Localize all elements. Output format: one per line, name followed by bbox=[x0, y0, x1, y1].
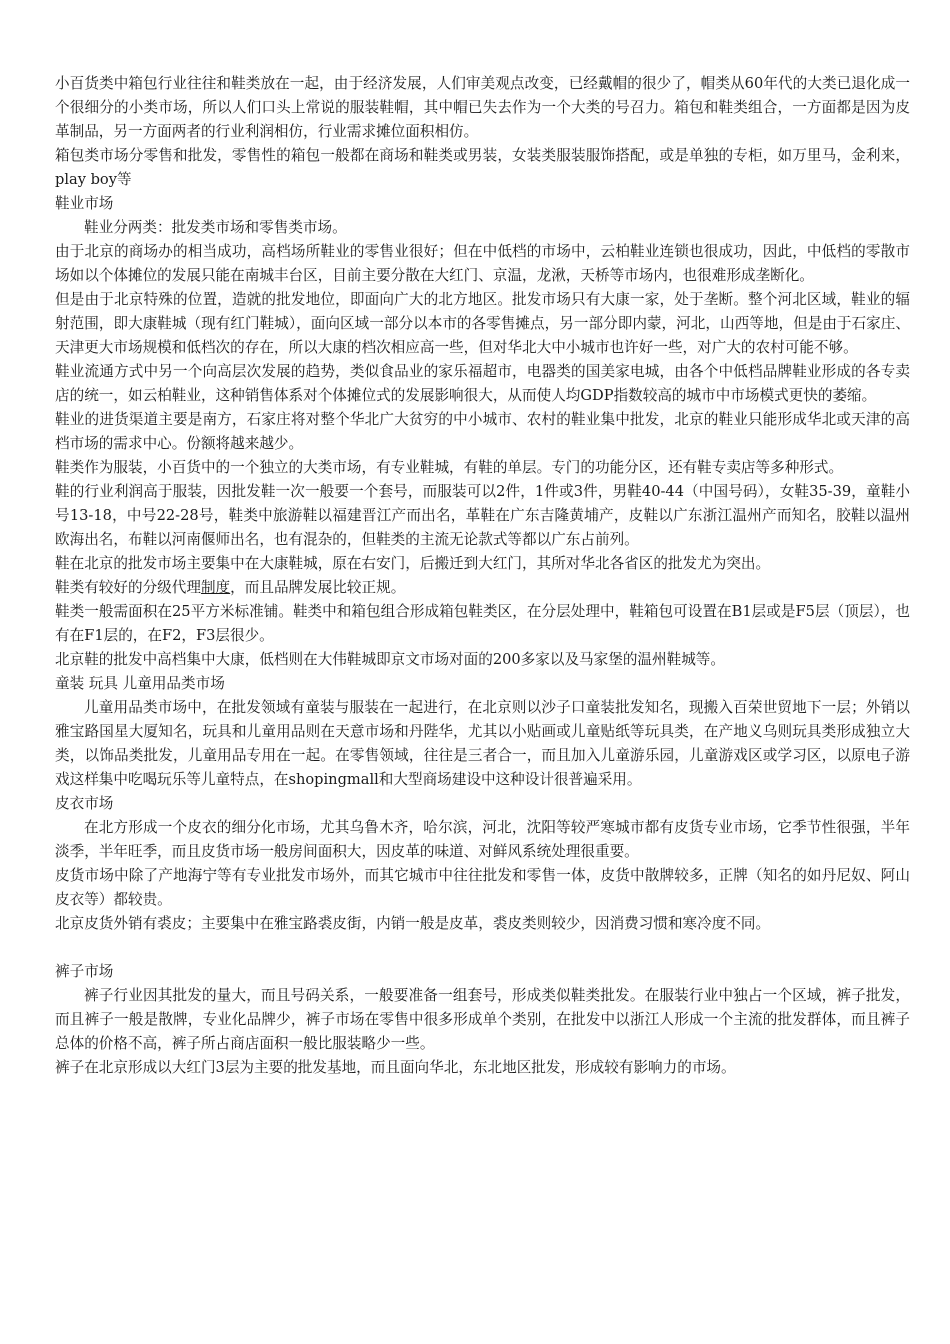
paragraph-shoe-trend: 鞋业流通方式中另一个向高层次发展的趋势，类似食品业的家乐福超市，电器类的国美家电城，由各个中低档品牌鞋业形成的各专卖店的统一，如云柏鞋业，这种销售体系对个体摊位式的发展影响很大，从而使人均GDP指数较高的城市中市场模式更快的萎缩。 bbox=[55, 363, 910, 404]
paragraph-shoe-category: 鞋类作为服装，小百货中的一个独立的大类市场，有专业鞋城，有鞋的单层。专门的功能分区，还有鞋专卖店等多种形式。 bbox=[55, 459, 844, 476]
paragraph-shoe-retail: 由于北京的商场办的相当成功，高档场所鞋业的零售业很好；但在中低档的市场中，云柏鞋业连锁也很成功，因此，中低档的零散市场如以个体摊位的发展只能在南城丰台区，目前主要分散在大红门、京温，龙湫，天桥等市场内，也很难形成垄断化。 bbox=[55, 243, 910, 284]
paragraph-leather-wholesale: 皮货市场中除了产地海宁等有专业批发市场外，而其它城市中往往批发和零售一体，皮货中散牌较多，正牌（知名的如丹尼奴、阿山皮衣等）都较贵。 bbox=[55, 867, 910, 908]
heading-leather-market: 皮衣市场 bbox=[55, 795, 114, 812]
heading-kids-market: 童装 玩具 儿童用品类市场 bbox=[55, 675, 225, 692]
blank-line bbox=[55, 936, 910, 960]
paragraph-leather-beijing: 北京皮货外销有裘皮；主要集中在雅宝路裘皮街，内销一般是皮革，裘皮类则较少，因消费习惯和寒冷度不同。 bbox=[55, 915, 771, 932]
heading-shoe-market: 鞋业市场 bbox=[55, 195, 114, 212]
agency-underlined-word: 制度 bbox=[200, 579, 231, 596]
paragraph-shoe-profit: 鞋的行业利润高于服装，因批发鞋一次一般要一个套号，而服装可以2件，1件或3件，男鞋40-44（中国号码），女鞋35-39，童鞋小号13-18，中号22-28号，鞋类中旅游鞋以福建晋江产而出名，革鞋在广东吉隆黄埔产，皮鞋以广东浙江温州产而知名，胶鞋以温州欧海出名，布鞋以河南偃师出名，也有混杂的，但鞋类的主流无论款式等都以广东占前列。 bbox=[55, 483, 910, 548]
paragraph-kids-market: 儿童用品类市场中，在批发领域有童装与服装在一起进行，在北京则以沙子口童装批发知名，现搬入百荣世贸地下一层；外销以雅宝路国星大厦知名，玩具和儿童用品则在天意市场和丹陛华，尤其以小贴画或儿童贴纸等玩具类，在产地义乌则玩具类形成独立大类，以饰品类批发，儿童用品专用在一起。在零售领域，往往是三者合一，而且加入儿童游乐园，儿童游戏区或学习区，以原电子游戏这样集中吃喝玩乐等儿童特点，在shopingmall和大型商场建设中这种设计很普遍采用。 bbox=[55, 699, 910, 788]
paragraph-shoe-area: 鞋类一般需面积在25平方米标准铺。鞋类中和箱包组合形成箱包鞋类区，在分层处理中，鞋箱包可设置在B1层或是F5层（顶层），也有在F1层的，在F2，F3层很少。 bbox=[55, 603, 910, 644]
paragraph-shoe-beijing-wholesale: 鞋在北京的批发市场主要集中在大康鞋城，原在右安门，后搬迁到大红门，其所对华北各省区的批发尤为突出。 bbox=[55, 555, 771, 572]
paragraph-shoe-agency bbox=[55, 576, 910, 600]
paragraph-shoe-types: 鞋业分两类：批发类市场和零售类市场。 bbox=[84, 219, 347, 236]
paragraph-shoe-sourcing: 鞋业的进货渠道主要是南方，石家庄将对整个华北广大贫穷的中小城市、农村的鞋业集中批发，北京的鞋业只能形成华北或天津的高档市场的需求中心。份额将越来越少。 bbox=[55, 411, 910, 452]
agency-text-a: 鞋类有较好的分级代理 bbox=[55, 579, 201, 596]
paragraph-bags-market: 箱包类市场分零售和批发，零售性的箱包一般都在商场和鞋类或男装，女装类服装服饰搭配，或是单独的专柜，如万里马，金利来，play boy等 bbox=[55, 147, 910, 188]
paragraph-pants-beijing: 裤子在北京形成以大红门3层为主要的批发基地，而且面向华北，东北地区批发，形成较有影响力的市场。 bbox=[55, 1059, 736, 1076]
paragraph-shoe-beijing-tiers: 北京鞋的批发中高档集中大康，低档则在大伟鞋城即京文市场对面的200多家以及马家堡的温州鞋城等。 bbox=[55, 651, 725, 668]
agency-text-b: ，而且品牌发展比较正规。 bbox=[230, 579, 406, 596]
paragraph-shoe-wholesale: 但是由于北京特殊的位置，造就的批发地位，即面向广大的北方地区。批发市场只有大康一家，处于垄断。整个河北区域，鞋业的辐射范围，即大康鞋城（现有红门鞋城），面向区域一部分以本市的各零售摊点，另一部分即内蒙，河北，山西等地，但是由于石家庄、天津更大市场规模和低档次的存在，所以大康的档次相应高一些，但对华北大中小城市也许好一些，对广大的农村可能不够。 bbox=[55, 291, 910, 356]
paragraph-leather-north: 在北方形成一个皮衣的细分化市场，尤其乌鲁木齐，哈尔滨，河北，沈阳等较严寒城市都有皮货专业市场，它季节性很强，半年淡季，半年旺季，而且皮货市场一般房间面积大，因皮革的味道、对鲜风系统处理很重要。 bbox=[55, 819, 910, 860]
paragraph-bags-intro: 小百货类中箱包行业往往和鞋类放在一起，由于经济发展，人们审美观点改变，已经戴帽的很少了，帽类从60年代的大类已退化成一个很细分的小类市场，所以人们口头上常说的服装鞋帽，其中帽已失去作为一个大类的号召力。箱包和鞋类组合，一方面都是因为皮革制品，另一方面两者的行业利润相仿，行业需求摊位面积相仿。 bbox=[55, 75, 910, 140]
heading-pants-market: 裤子市场 bbox=[55, 963, 114, 980]
paragraph-pants-wholesale: 裤子行业因其批发的量大，而且号码关系，一般要准备一组套号，形成类似鞋类批发。在服装行业中独占一个区域，裤子批发，而且裤子一般是散牌，专业化品牌少，裤子市场在零售中很多形成单个类别，在批发中以浙江人形成一个主流的批发群体，而且裤子总体的价格不高，裤子所占商店面积一般比服装略少一些。 bbox=[55, 987, 910, 1052]
